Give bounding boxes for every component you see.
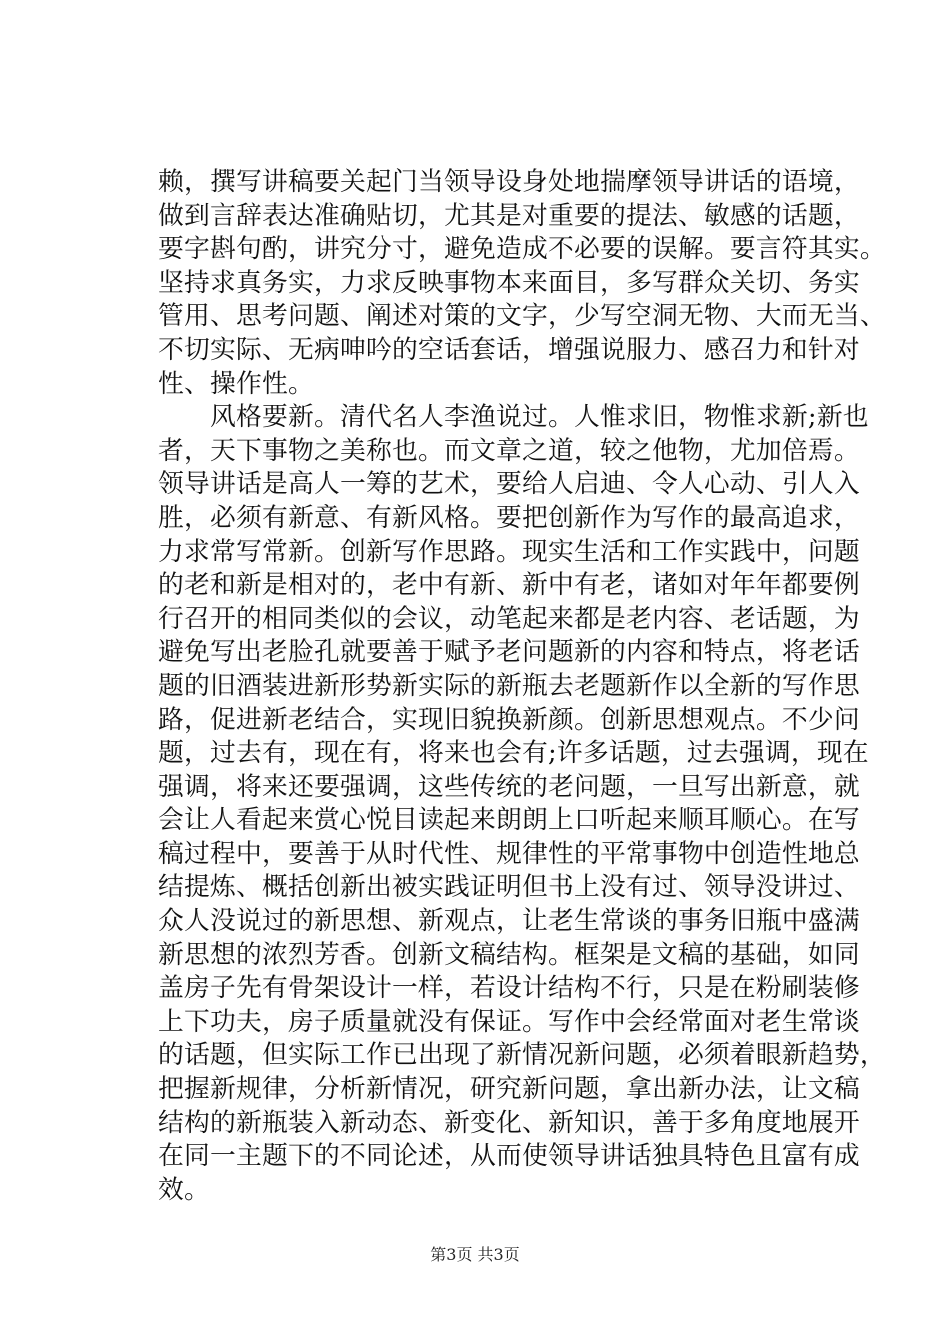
text-line: 力求常写常新。创新写作思路。现实生活和工作实践中，问题 — [158, 536, 860, 567]
text-line: 胜，必须有新意、有新风格。要把创新作为写作的最高追求， — [158, 502, 860, 533]
text-line: 把握新规律，分析新情况，研究新问题，拿出新办法，让文稿 — [158, 1074, 860, 1105]
text-line: 行召开的相同类似的会议，动笔起来都是老内容、老话题，为 — [158, 603, 860, 634]
text-line: 要字斟句酌，讲究分寸，避免造成不必要的误解。要言符其实。 — [158, 234, 886, 265]
text-line: 不切实际、无病呻吟的空话套话，增强说服力、感召力和针对 — [158, 334, 860, 365]
text-line: 众人没说过的新思想、新观点，让老生常谈的事务旧瓶中盛满 — [158, 906, 860, 937]
text-line: 新思想的浓烈芳香。创新文稿结构。框架是文稿的基础，如同 — [158, 939, 860, 970]
text-line: 风格要新。清代名人李渔说过。人惟求旧，物惟求新;新也 — [158, 402, 869, 433]
text-line: 结提炼、概括创新出被实践证明但书上没有过、领导没讲过、 — [158, 872, 860, 903]
text-line: 赖，撰写讲稿要关起门当领导设身处地揣摩领导讲话的语境， — [158, 167, 860, 197]
text-line: 领导讲话是高人一筹的艺术，要给人启迪、令人心动、引人入 — [158, 469, 860, 500]
text-line: 上下功夫，房子质量就没有保证。写作中会经常面对老生常谈 — [158, 1006, 860, 1037]
text-line: 题，过去有，现在有，将来也会有;许多话题，过去强调，现在 — [158, 738, 869, 769]
page-number: 第3页 共3页 — [430, 1245, 520, 1264]
text-line: 性、操作性。 — [158, 368, 314, 399]
text-line: 会让人看起来赏心悦目读起来朗朗上口听起来顺耳顺心。在写 — [158, 805, 860, 836]
text-line: 盖房子先有骨架设计一样，若设计结构不行，只是在粉刷装修 — [158, 973, 860, 1004]
text-line: 的老和新是相对的，老中有新、新中有老，诸如对年年都要例 — [158, 570, 860, 601]
text-line: 者，天下事物之美称也。而文章之道，较之他物，尤加倍焉。 — [158, 435, 860, 466]
text-line: 结构的新瓶装入新动态、新变化、新知识，善于多角度地展开 — [158, 1107, 860, 1138]
text-line: 路，促进新老结合，实现旧貌换新颜。创新思想观点。不少问 — [158, 704, 860, 735]
page-footer — [0, 1245, 950, 1265]
text-line: 强调，将来还要强调，这些传统的老问题，一旦写出新意，就 — [158, 771, 860, 802]
text-line: 坚持求真务实，力求反映事物本来面目，多写群众关切、务实 — [158, 267, 860, 298]
text-line: 的话题，但实际工作已出现了新情况新问题，必须着眼新趋势， — [158, 1040, 886, 1071]
text-line: 避免写出老脸孔就要善于赋予老问题新的内容和特点，将老话 — [158, 637, 860, 668]
text-line: 效。 — [158, 1174, 210, 1205]
text-line: 在同一主题下的不同论述，从而使领导讲话独具特色且富有成 — [158, 1141, 860, 1172]
body-text — [158, 166, 886, 1207]
text-line: 管用、思考问题、阐述对策的文字，少写空洞无物、大而无当、 — [158, 301, 886, 332]
text-line: 做到言辞表达准确贴切，尤其是对重要的提法、敏感的话题， — [158, 200, 860, 231]
text-line: 题的旧酒装进新形势新实际的新瓶去老题新作以全新的写作思 — [158, 670, 860, 701]
text-line: 稿过程中，要善于从时代性、规律性的平常事物中创造性地总 — [158, 838, 860, 869]
